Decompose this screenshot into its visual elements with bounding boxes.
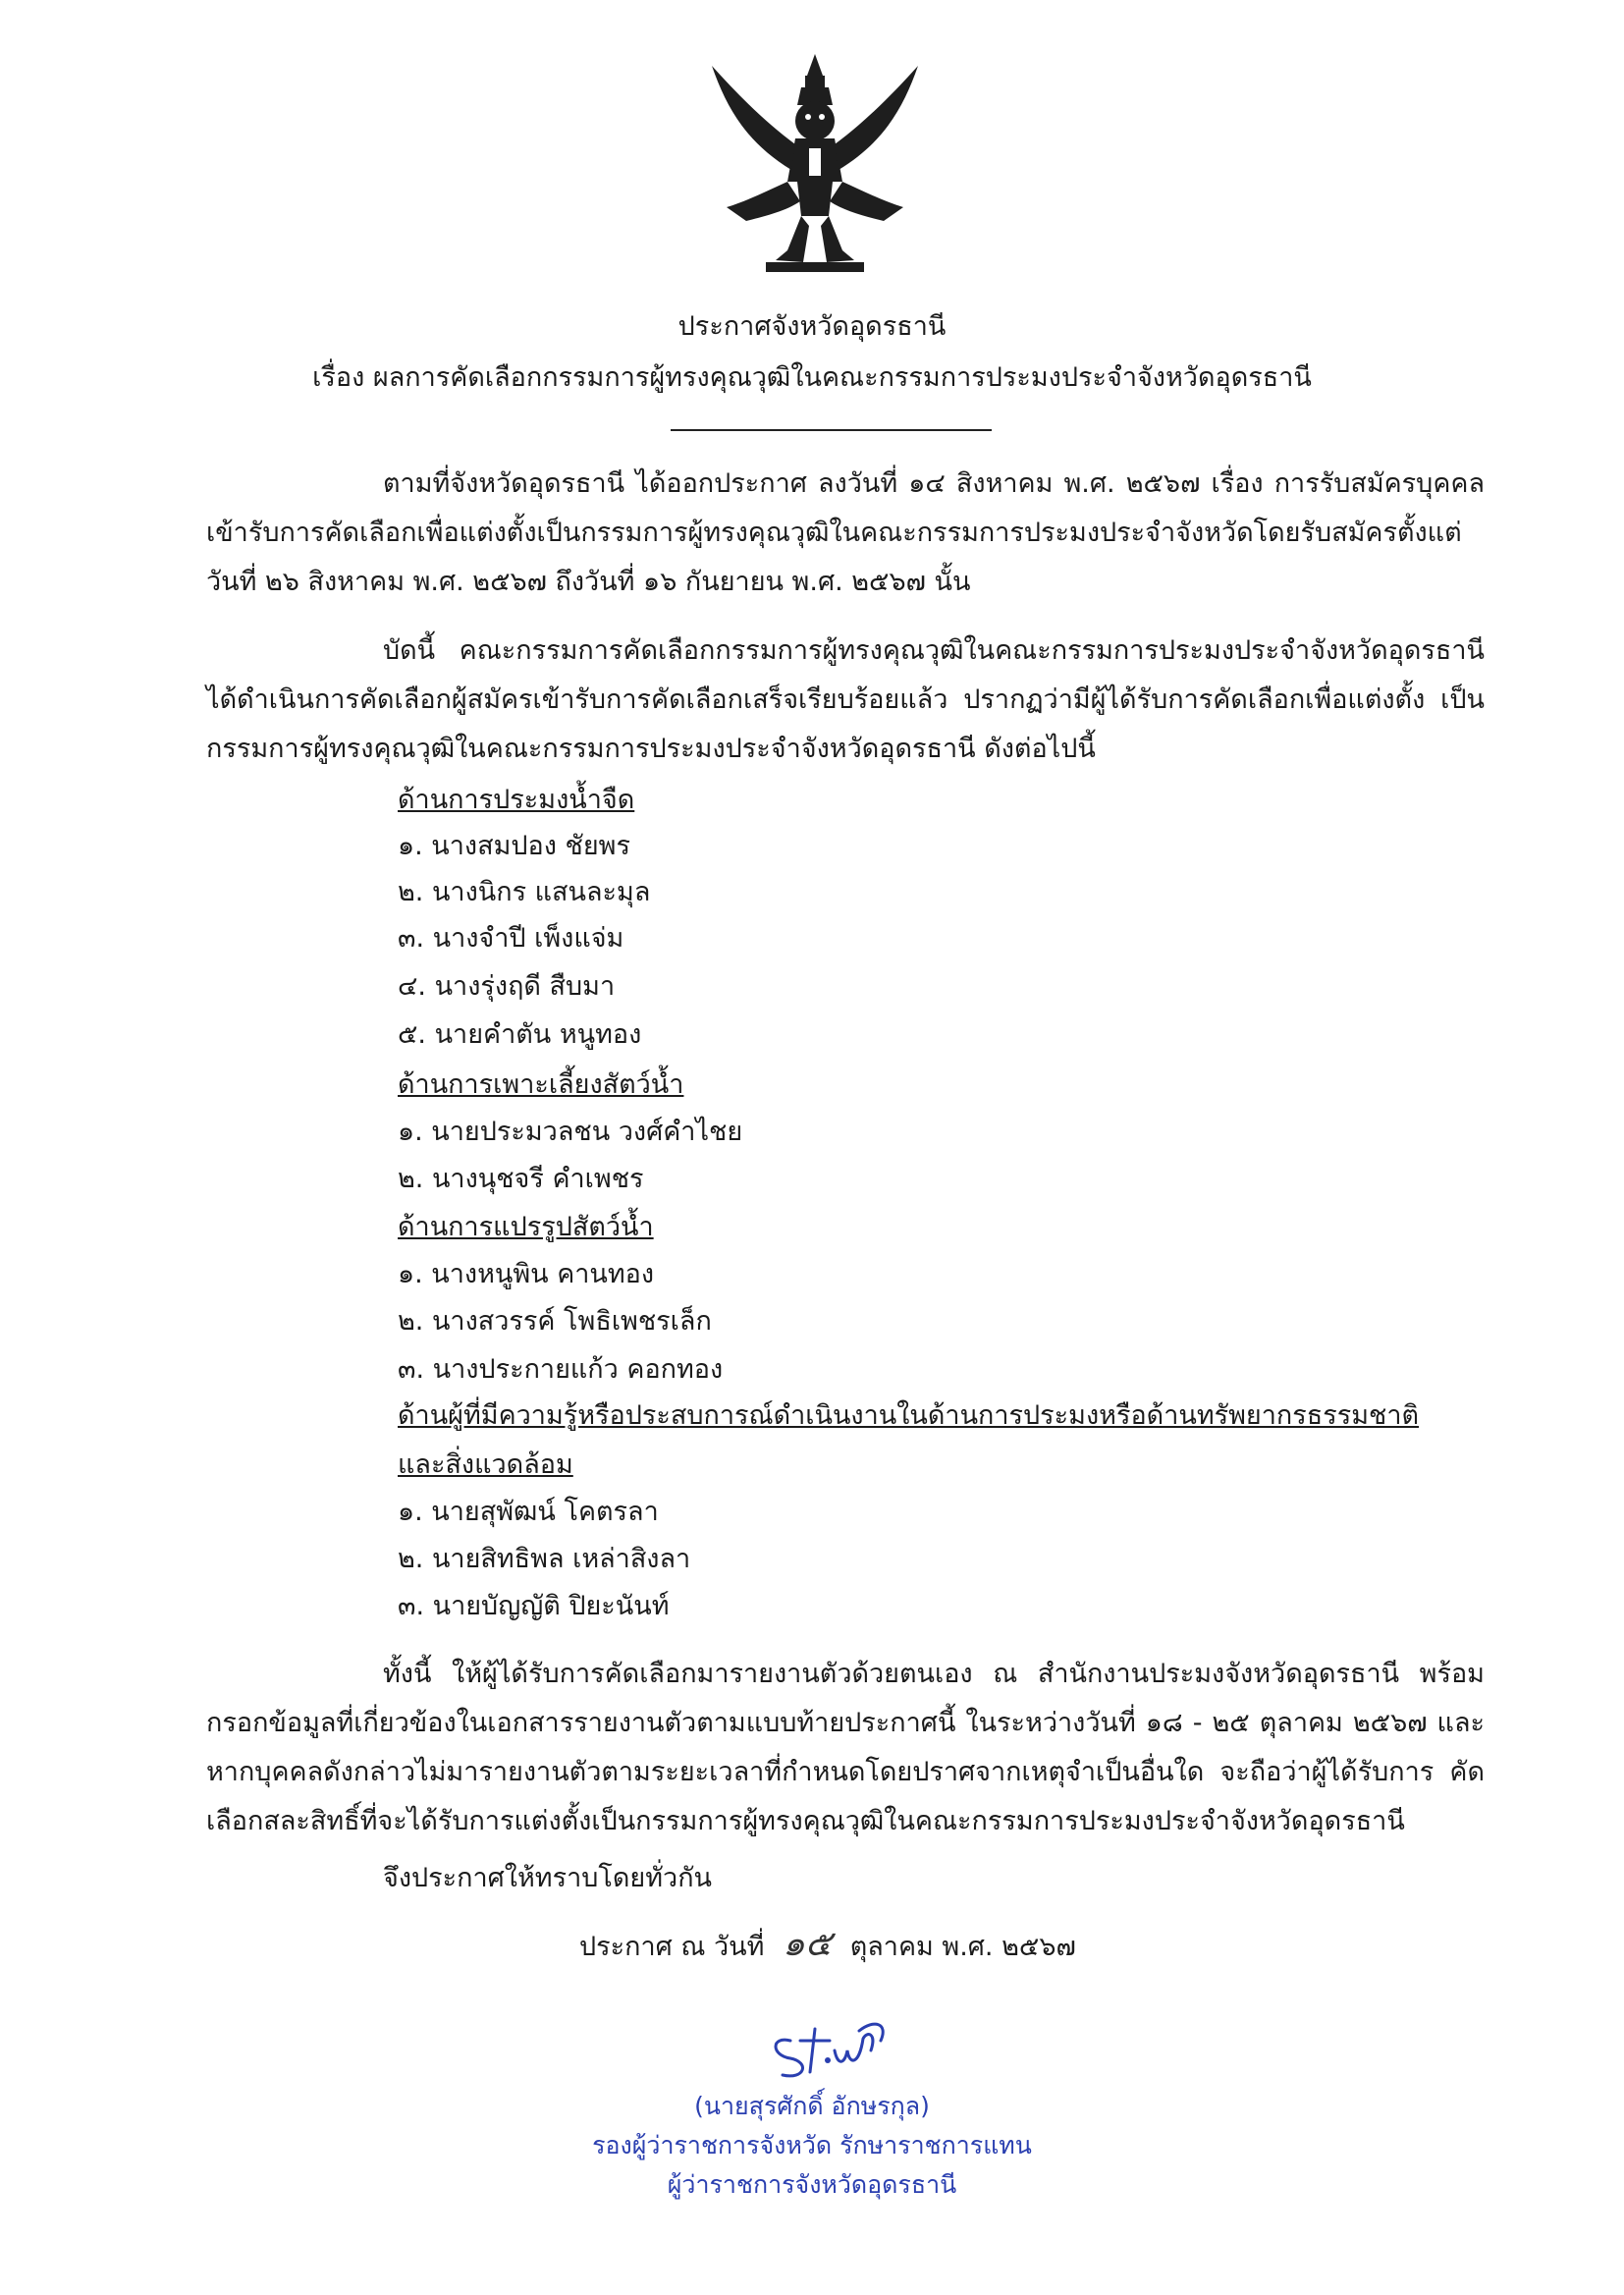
paragraph-reporting: ทั้งนี้ ให้ผู้ได้รับการคัดเลือกมารายงานตัวด้วยตนเอง ณ สำนักงานประมงจังหวัดอุดรธานี พร้อมกรอกข้อมูลที่เกี่ยวข้องในเอกสารรายงานตัวตามแบบท้ายประกาศนี้ ในระหว่างวันที่ ๑๘ - ๒๕ ตุลาคม ๒๕๖๗ และหากบุคคลดังกล่าวไม่มารายงานตัวตามระยะเวลาที่กำหนดโดยปราศจากเหตุจำเป็นอื่นใด จะถือว่าผู้ได้รับการ คัดเลือกสละสิทธิ์ที่จะได้รับการแต่งตั้งเป็นกรรมการผู้ทรงคุณวุฒิในคณะกรรมการประมงประจำจังหวัดอุดรธานี <box>206 1659 1485 1836</box>
section-heading-freshwater: ด้านการประมงน้ำจืด <box>398 785 635 815</box>
member-item: ๓. นางจำปี เพ็งแจ่ม <box>398 923 624 954</box>
member-item: ๓. นายบัญญัติ ปิยะนันท์ <box>398 1591 670 1621</box>
member-item: ๔. นางรุ่งฤดี สืบมา <box>398 971 616 1002</box>
announcement-date <box>579 1925 1076 1967</box>
member-item: ๑. นายสุพัฒน์ โคตรลา <box>398 1497 659 1527</box>
section-heading-aquaculture: ด้านการเพาะเลี้ยงสัตว์น้ำ <box>398 1069 684 1100</box>
section-heading-processing: ด้านการแปรรูปสัตว์น้ำ <box>398 1212 654 1242</box>
date-suffix: ตุลาคม พ.ศ. ๒๕๖๗ <box>849 1932 1076 1962</box>
member-item: ๑. นางสมปอง ชัยพร <box>398 831 630 861</box>
member-item: ๒. นางสวรรค์ โพธิเพชรเล็ก <box>398 1306 712 1337</box>
announcement-subject: เรื่อง ผลการคัดเลือกกรรมการผู้ทรงคุณวุฒิในคณะกรรมการประมงประจำจังหวัดอุดรธานี <box>312 362 1312 393</box>
member-item: ๓. นางประกายแก้ว คอกทอง <box>398 1354 724 1385</box>
closing-statement: จึงประกาศให้ทราบโดยทั่วกัน <box>383 1863 712 1893</box>
garuda-emblem-icon <box>707 54 923 280</box>
date-day-handwritten: ๑๕ <box>783 1924 833 1964</box>
paragraph-background: ตามที่จังหวัดอุดรธานี ได้ออกประกาศ ลงวันที่ ๑๔ สิงหาคม พ.ศ. ๒๕๖๗ เรื่อง การรับสมัครบุคคล เข้ารับการคัดเลือกเพื่อแต่งตั้งเป็นกรรมการผู้ทรงคุณวุฒิในคณะกรรมการประมงประจำจังหวัดโดยรับสมัครตั้งแต่ วันที่ ๒๖ สิงหาคม พ.ศ. ๒๕๖๗ ถึงวันที่ ๑๖ กันยายน พ.ศ. ๒๕๖๗ นั้น <box>206 468 1485 597</box>
announcement-title: ประกาศจังหวัดอุดรธานี <box>677 311 947 342</box>
title-divider <box>671 429 992 431</box>
member-item: ๒. นางนิกร แสนละมุล <box>398 877 651 907</box>
paragraph-results: บัดนี้ คณะกรรมการคัดเลือกกรรมการผู้ทรงคุณวุฒิในคณะกรรมการประมงประจำจังหวัดอุดรธานี ได้ดำเนินการคัดเลือกผู้สมัครเข้ารับการคัดเลือกเสร็จเรียบร้อยแล้ว ปรากฏว่ามีผู้ได้รับการคัดเลือกเพื่อแต่งตั้ง เป็นกรรมการผู้ทรงคุณวุฒิในคณะกรรมการประมงประจำจังหวัดอุดรธานี ดังต่อไปนี้ <box>206 635 1485 764</box>
section-heading-expertise: ด้านผู้ที่มีความรู้หรือประสบการณ์ดำเนินงานในด้านการประมงหรือด้านทรัพยากรธรรมชาติ <box>398 1400 1420 1431</box>
signer-position-2: ผู้ว่าราชการจังหวัดอุดรธานี <box>667 2170 957 2199</box>
member-item: ๒. นางนุชจรี คำเพชร <box>398 1164 644 1194</box>
member-item: ๒. นายสิทธิพล เหล่าสิงลา <box>398 1544 691 1574</box>
handwritten-signature <box>761 2011 908 2085</box>
signer-position: รองผู้ว่าราชการจังหวัด รักษาราชการแทน <box>592 2131 1032 2159</box>
member-item: ๑. นางหนูพิน คานทอง <box>398 1259 655 1289</box>
signer-name: (นายสุรศักดิ์ อักษรกุล) <box>694 2092 930 2120</box>
section-heading-expertise-line2: และสิ่งแวดล้อม <box>398 1449 573 1480</box>
member-item: ๑. นายประมวลชน วงศ์คำไชย <box>398 1117 743 1147</box>
member-item: ๕. นายคำตัน หนูทอง <box>398 1019 642 1050</box>
date-prefix: ประกาศ ณ วันที่ <box>579 1932 765 1962</box>
